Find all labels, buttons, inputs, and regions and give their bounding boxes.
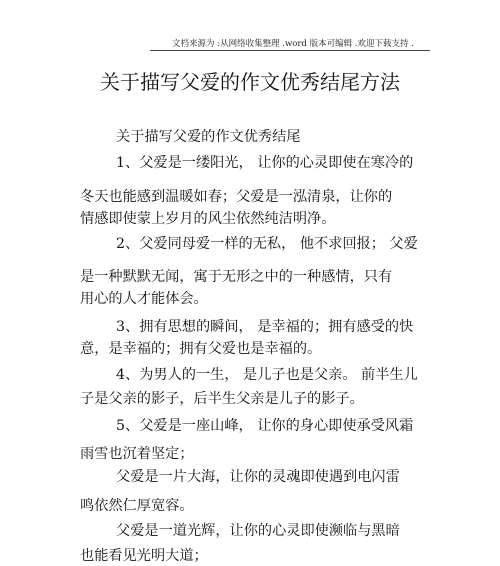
header-divider	[150, 50, 430, 51]
body-line-16: 也能看见光明大道；	[80, 548, 208, 564]
body-line-9: 4、为男人的一生， 是儿子也是父亲。 前半生儿	[116, 367, 418, 383]
body-line-1: 1、父爱是一缕阳光， 让你的心灵即使在寒冷的	[116, 155, 414, 171]
header-source-note: 文档来源为 :从网络收集整理 .word 版本可编辑 .欢迎下载支持 .	[172, 39, 414, 49]
document-title: 关于描写父爱的作文优秀结尾方法	[100, 70, 400, 94]
body-line-3: 情感即使蒙上岁月的风尘依然纯洁明净。	[80, 211, 336, 227]
body-line-13: 父爱是一片大海，让你的灵魂即使遇到电闪雷	[116, 469, 400, 485]
body-line-4: 2、父爱同母爱一样的无私， 他不求回报； 父爱	[116, 236, 418, 252]
body-line-7: 3、拥有思想的瞬间， 是幸福的；拥有感受的快	[116, 319, 414, 335]
body-line-10: 子是父亲的影子，后半生父亲是儿子的影子。	[80, 391, 364, 407]
body-line-6: 用心的人才能体会。	[80, 291, 208, 307]
body-line-14: 鸣依然仁厚宽容。	[80, 498, 194, 514]
body-line-subtitle: 关于描写父爱的作文优秀结尾	[116, 129, 301, 145]
body-line-5: 是一种默默无闻，寓于无形之中的一种感情，只有	[80, 269, 393, 285]
body-line-8: 意，是幸福的；拥有父爱也是幸福的。	[80, 341, 322, 357]
body-line-2: 冬天也能感到温暖如春；父爱是一泓清泉，让你的	[80, 189, 393, 205]
body-line-12: 雨雪也沉着坚定；	[80, 446, 194, 462]
body-line-11: 5、父爱是一座山峰， 让你的身心即使承受风霜	[116, 418, 414, 434]
body-line-15: 父爱是一道光辉，让你的心灵即使濒临与黑暗	[116, 523, 400, 539]
